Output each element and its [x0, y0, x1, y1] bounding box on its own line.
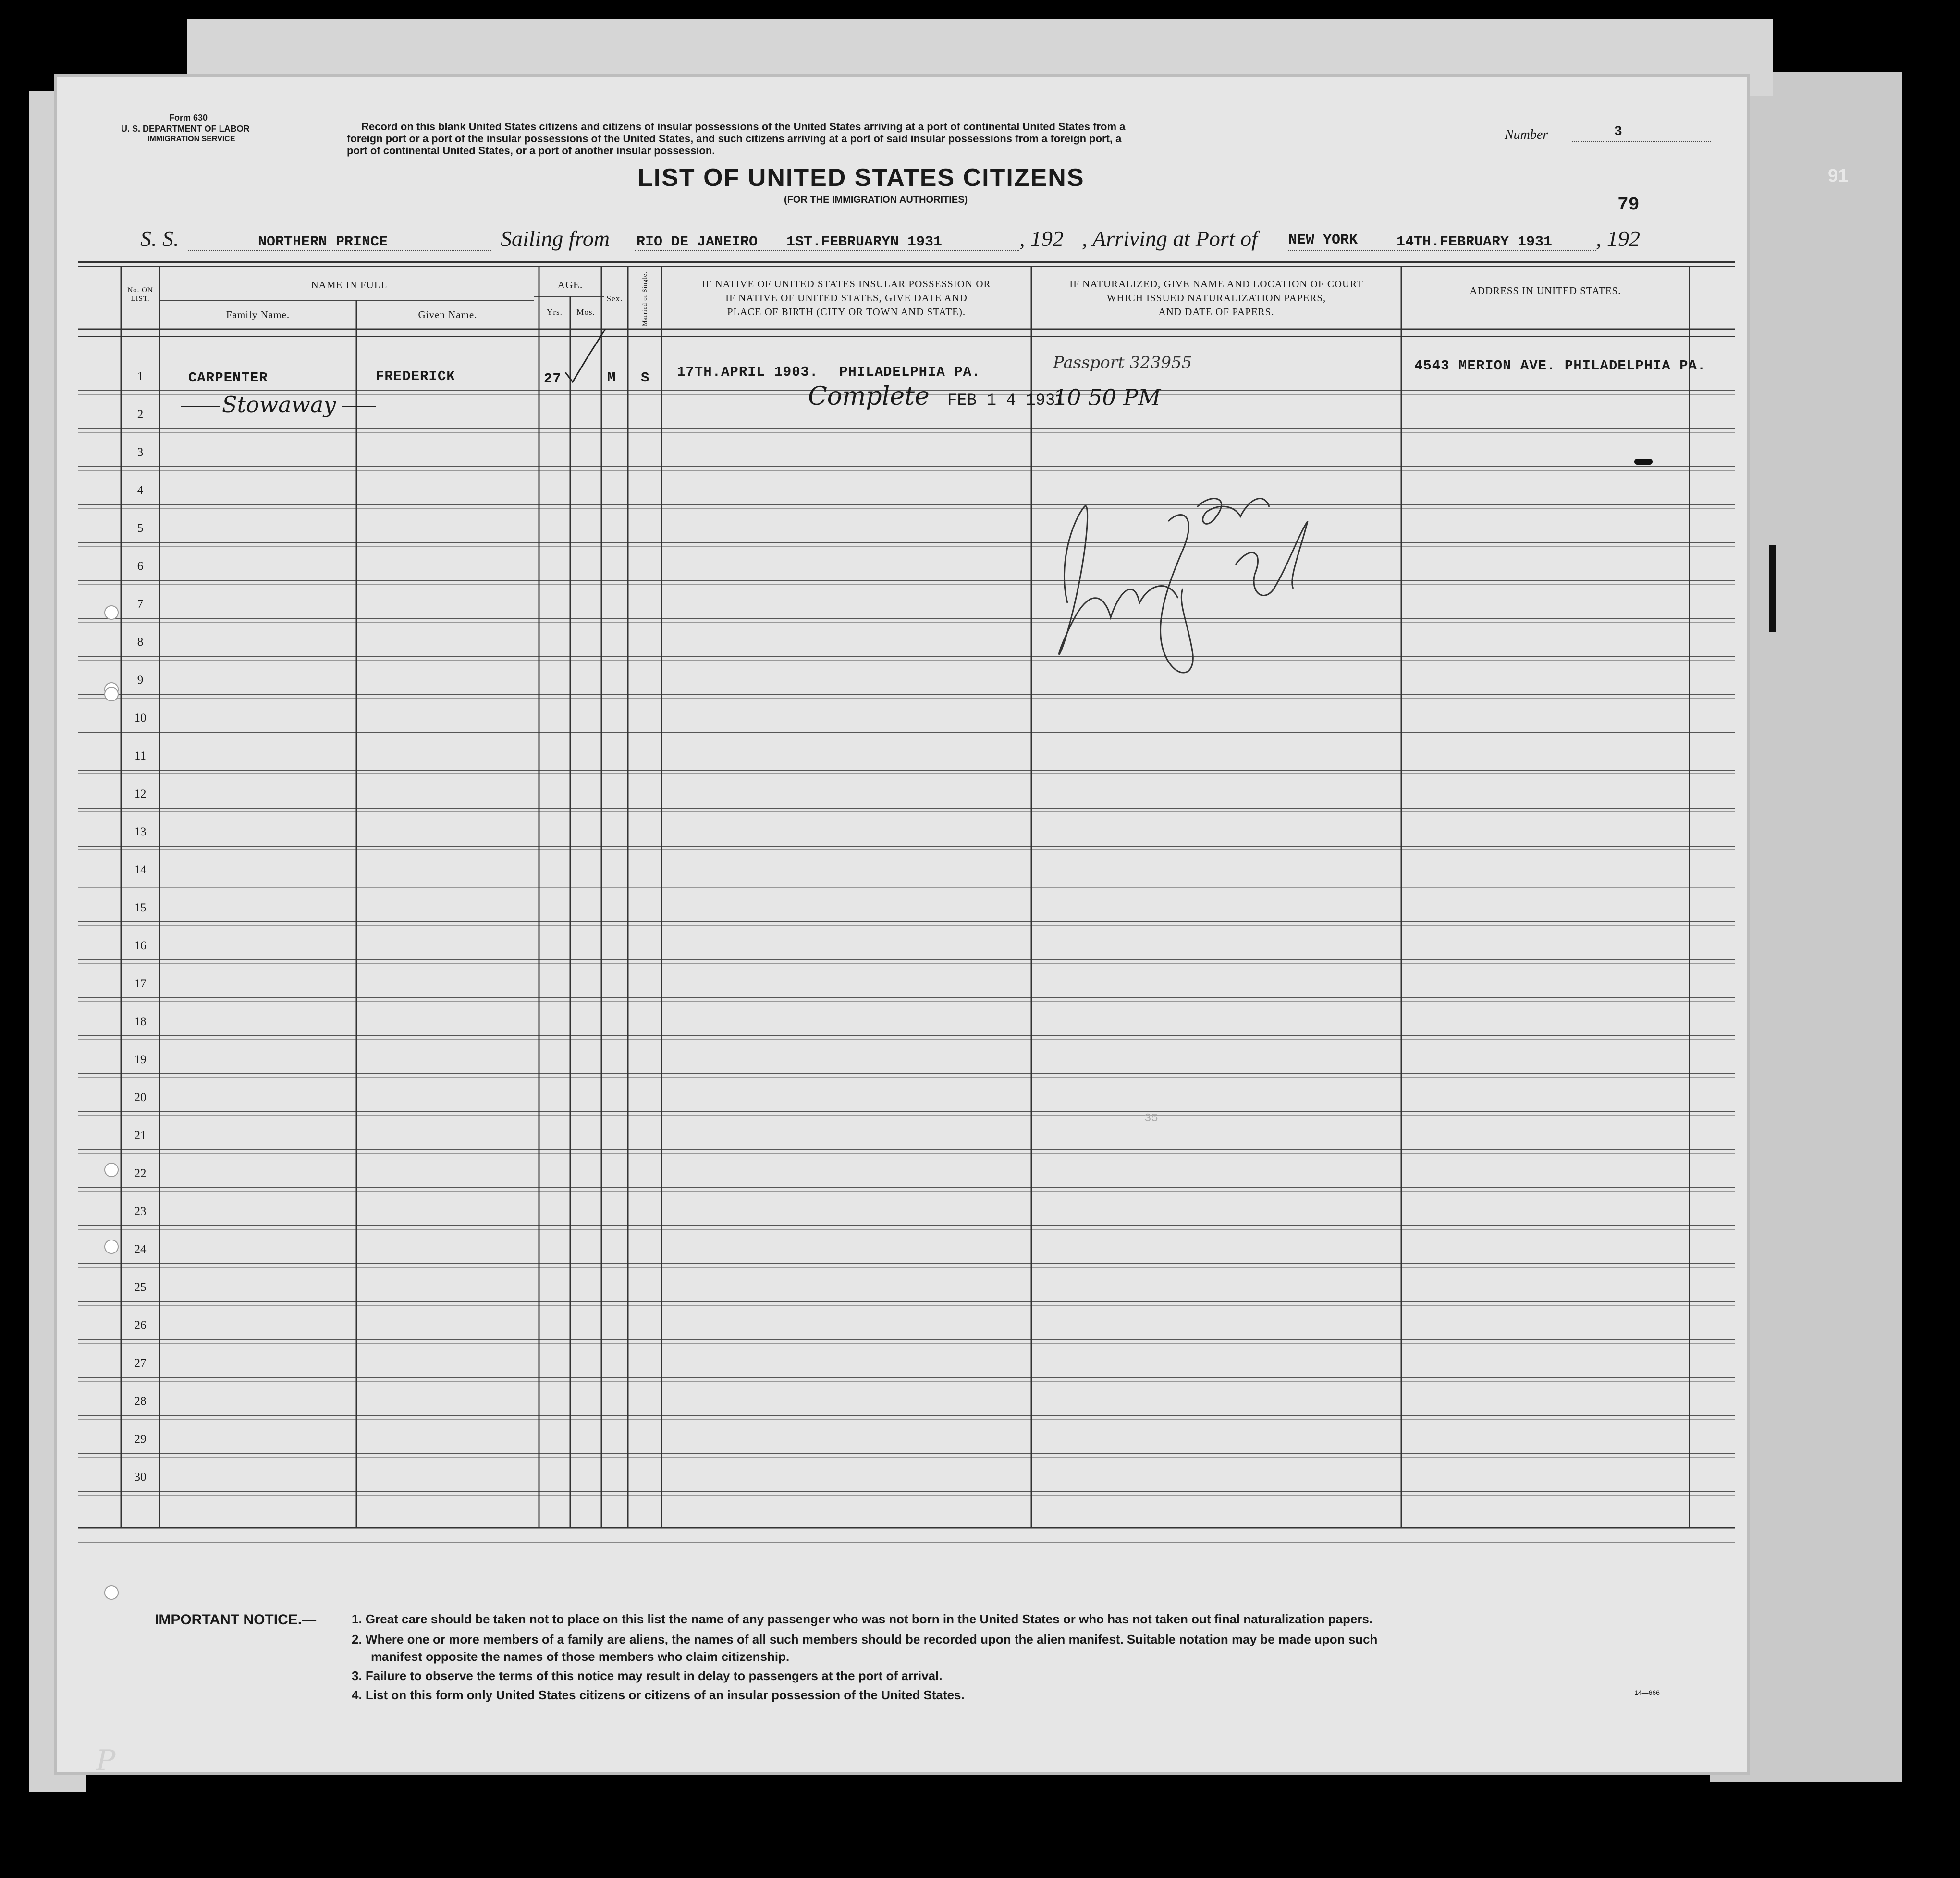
- binder-hole: [104, 605, 119, 620]
- row-number: 13: [134, 825, 147, 838]
- row-number: 7: [137, 598, 144, 611]
- row-number: 19: [134, 1053, 147, 1066]
- binder-hole: [104, 1163, 119, 1177]
- sailing-label: Sailing from: [501, 226, 610, 251]
- col-header-naturalized-2: WHICH ISSUED NATURALIZATION PAPERS,: [1106, 292, 1326, 304]
- col-header-age: AGE.: [557, 279, 583, 291]
- row-number: 14: [134, 863, 147, 876]
- binder-hole: [104, 1240, 119, 1254]
- row-number: 3: [137, 446, 144, 459]
- row-number: 18: [134, 1015, 147, 1028]
- number-value: 3: [1614, 124, 1622, 139]
- service: IMMIGRATION SERVICE: [147, 135, 235, 143]
- row-number: 1: [137, 370, 144, 383]
- ss-label: S. S.: [140, 226, 179, 251]
- arriving-date: 14TH.FEBRUARY 1931: [1396, 234, 1553, 250]
- entry-birth-place: PHILADELPHIA PA.: [839, 364, 981, 380]
- instructions-line-2: foreign port or a port of the insular possessions of the United States, and such citizens arriving at a port of said insular possessions from a foreign port, a: [347, 133, 1122, 145]
- complete-note: Complete: [808, 382, 930, 411]
- col-header-native-3: PLACE OF BIRTH (CITY OR TOWN AND STATE).: [727, 306, 966, 318]
- row-number: 4: [137, 484, 144, 497]
- sailing-date: 1ST.FEBRUARYN 1931: [786, 234, 943, 250]
- row-number: 17: [134, 977, 147, 990]
- inspector-signature: [1039, 478, 1327, 747]
- row-number: 8: [137, 636, 144, 649]
- row-number: 25: [134, 1281, 147, 1294]
- arriving-port: NEW YORK: [1288, 232, 1358, 248]
- stamp-time: 10 50 PM: [1053, 384, 1161, 410]
- binder-hole: [104, 687, 119, 701]
- stowaway-dash-right: [342, 406, 376, 407]
- manifest-table-grid: [54, 74, 1750, 1775]
- stowaway-dash-left: [181, 406, 220, 407]
- col-header-mos: Mos.: [576, 307, 595, 317]
- row-number: 23: [134, 1205, 147, 1218]
- smudge-mark: [1634, 459, 1653, 465]
- row-number: 24: [134, 1243, 147, 1256]
- col-header-naturalized-1: IF NATURALIZED, GIVE NAME AND LOCATION OF COURT: [1069, 278, 1363, 290]
- page-title: LIST OF UNITED STATES CITIZENS: [637, 164, 1085, 192]
- row-number: 29: [134, 1433, 147, 1446]
- row-number: 20: [134, 1091, 147, 1104]
- page-number-91: 91: [1828, 166, 1849, 186]
- form-number: Form 630: [169, 113, 208, 123]
- entry-sex: M: [607, 370, 616, 386]
- entry-family-name: CARPENTER: [188, 370, 268, 386]
- col-header-yrs: Yrs.: [547, 307, 563, 317]
- entry-birth-date: 17TH.APRIL 1903.: [677, 364, 819, 380]
- faint-mark: 35: [1144, 1112, 1158, 1125]
- number-label: Number: [1505, 127, 1548, 142]
- row-number: 21: [134, 1129, 147, 1142]
- row-number: 16: [134, 939, 147, 952]
- row-number: 10: [134, 712, 147, 724]
- col-header-naturalized-3: AND DATE OF PAPERS.: [1158, 306, 1274, 318]
- notice-item-4: 4. List on this form only United States citizens or citizens of an insular possession of the United States.: [352, 1688, 965, 1702]
- notice-code: 14—666: [1634, 1689, 1660, 1696]
- row-number: 30: [134, 1471, 147, 1484]
- manifest-sheet: [54, 74, 1750, 1775]
- binder-hole: [104, 1585, 119, 1600]
- col-header-married: Married or Single.: [641, 271, 648, 326]
- entry-given-name: FREDERICK: [376, 368, 455, 384]
- page-number-79: 79: [1617, 195, 1640, 215]
- row-number: 28: [134, 1395, 147, 1408]
- instructions-line-1: Record on this blank United States citizens and citizens of insular possessions of the United States arriving at a port of continental United States from a: [361, 121, 1126, 133]
- row-number: 26: [134, 1319, 147, 1332]
- instructions-line-3: port of continental United States, or a port of another insular possession.: [347, 145, 715, 157]
- row-number: 12: [134, 787, 147, 800]
- row-number: 15: [134, 901, 147, 914]
- right-edge-mark: [1769, 545, 1776, 632]
- page-subtitle: (FOR THE IMMIGRATION AUTHORITIES): [784, 195, 968, 205]
- sailing-from: RIO DE JANEIRO: [637, 234, 758, 250]
- col-header-native-1: IF NATIVE OF UNITED STATES INSULAR POSSESSION OR: [702, 278, 991, 290]
- row-number: 9: [137, 674, 144, 687]
- ship-name: NORTHERN PRINCE: [258, 234, 388, 250]
- year-suffix-2: , 192: [1596, 226, 1640, 251]
- arriving-label: , Arriving at Port of: [1082, 226, 1258, 251]
- row-number: 11: [134, 749, 147, 762]
- margin-mark: P: [96, 1744, 116, 1778]
- department: U. S. DEPARTMENT OF LABOR: [121, 124, 250, 134]
- stowaway-note: Stowaway: [222, 392, 336, 417]
- entry-address: 4543 MERION AVE. PHILADELPHIA PA.: [1414, 358, 1706, 374]
- col-header-sex: Sex.: [606, 294, 623, 303]
- col-header-native-2: IF NATIVE OF UNITED STATES, GIVE DATE AND: [725, 292, 968, 304]
- notice-heading: IMPORTANT NOTICE.—: [155, 1612, 317, 1628]
- col-header-address: ADDRESS IN UNITED STATES.: [1470, 285, 1621, 296]
- row-number: 6: [137, 560, 144, 573]
- notice-item-3: 3. Failure to observe the terms of this notice may result in delay to passengers at the port of arrival.: [352, 1669, 943, 1683]
- col-header-family: Family Name.: [226, 309, 290, 320]
- entry-age-yrs: 27: [544, 371, 562, 387]
- row-number: 2: [137, 408, 144, 421]
- year-suffix-1: , 192: [1019, 226, 1064, 251]
- entry-passport: Passport 323955: [1053, 353, 1192, 372]
- col-header-no: No. ON LIST.: [127, 286, 153, 303]
- notice-item-1: 1. Great care should be taken not to place on this list the name of any passenger who was not born in the United States or who has not taken out final naturalization papers.: [352, 1612, 1373, 1626]
- row-number: 22: [134, 1167, 147, 1180]
- col-header-name: NAME IN FULL: [311, 279, 388, 291]
- col-header-given: Given Name.: [418, 309, 478, 320]
- stamp-date: FEB 1 4 1931: [947, 392, 1065, 410]
- entry-married: S: [641, 370, 650, 386]
- notice-item-2a: 2. Where one or more members of a family are aliens, the names of all such members should be recorded upon the alien manifest. Suitable notation may be made upon such: [352, 1632, 1378, 1646]
- row-number: 5: [137, 522, 144, 535]
- row-number: 27: [134, 1357, 147, 1370]
- notice-item-2b: manifest opposite the names of those members who claim citizenship.: [371, 1649, 790, 1664]
